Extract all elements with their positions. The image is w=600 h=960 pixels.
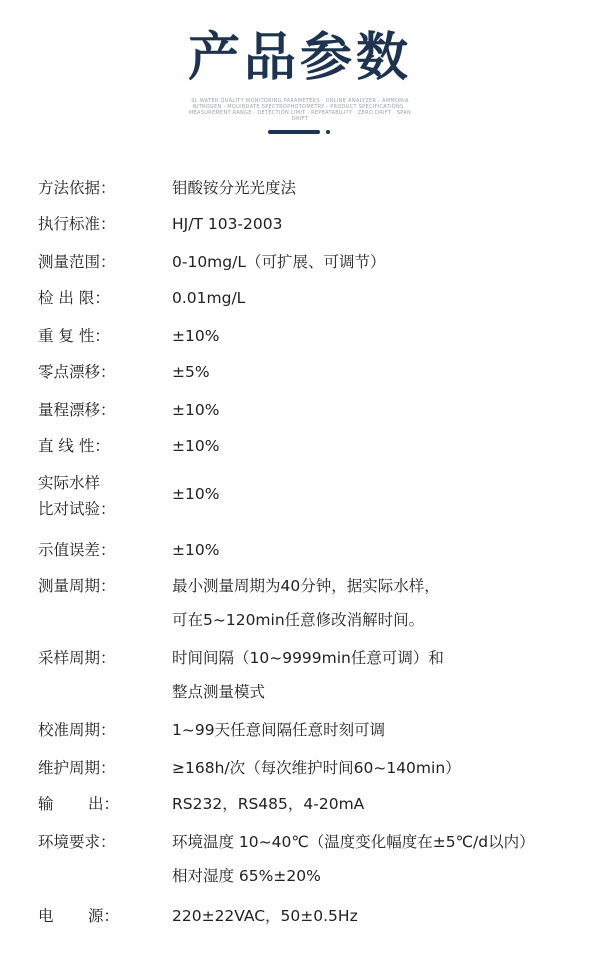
param-label: 重 复 性： [38,327,110,345]
param-label: 电 源： [38,907,119,925]
param-value [172,792,597,816]
param-value-line: ±10% [172,401,220,419]
param-label: 方法依据： [38,179,116,197]
param-label: 直 线 性： [38,437,110,455]
param-value-line: 时间间隔（10~9999min任意可调）和 [172,649,444,667]
param-value [172,324,597,348]
param-value-line: ±5% [172,363,210,381]
param-label: 输 出： [38,795,119,813]
param-label: 环境要求： [38,833,116,851]
param-value-line: HJ/T 103-2003 [172,215,283,233]
param-value-line: 1~99天任意间隔任意时刻可调 [172,721,386,739]
page-title: 产品参数 [187,28,412,88]
page-subtitle: SL WATER QUALITY MONITORING PARAMETERS · ONLINE ANALYZER · AMMONIA NITROGEN · MOLYBDATE SPECTROPHOTOMETRY · PRODUCT SPECIFICATIONS · MEASUREMENT RANGE · DETECTION LIMIT · REPEATABILITY · ZERO DRIFT · SPAN DRIFT [188,98,412,122]
param-label: 示值误差： [38,541,116,559]
param-value [172,482,597,506]
param-value-line: 220±22VAC，50±0.5Hz [172,907,358,925]
param-value [172,756,597,780]
param-value [172,286,597,310]
param-value [172,574,597,632]
decoration-dot [326,130,330,134]
param-label: 量程漂移： [38,401,116,419]
param-value-line: 整点测量模式 [172,683,266,701]
param-value-line: ±10% [172,541,220,559]
param-value-line: ±10% [172,437,220,455]
param-value-line: 相对湿度 65%±20% [172,867,321,885]
param-value-line: ±10% [172,485,220,503]
param-label: 执行标准： [38,215,116,233]
param-value-line: 钼酸铵分光光度法 [172,179,297,197]
param-value [172,830,597,888]
param-value [172,360,597,384]
param-value [172,398,597,422]
param-value-line: ±10% [172,327,220,345]
param-label: 零点漂移： [38,363,116,381]
param-label: 实际水样 比对试验： [38,474,116,518]
param-value-line: 0.01mg/L [172,289,246,307]
param-value [172,212,597,236]
param-value [172,718,597,742]
param-value [172,538,597,562]
param-label: 维护周期： [38,759,116,777]
param-label: 测量范围： [38,253,116,271]
decoration-bar [268,130,320,134]
param-label: 采样周期： [38,649,116,667]
param-label: 校准周期： [38,721,116,739]
param-value [172,646,597,704]
param-value [172,176,597,200]
param-value [172,904,597,928]
param-value-line: ≥168h/次（每次维护时间60~140min） [172,759,461,777]
param-value [172,250,597,274]
param-value-line: 0-10mg/L（可扩展、可调节） [172,253,386,271]
param-value [172,434,597,458]
param-value-line: 最小测量周期为40分钟，据实际水样， [172,577,440,595]
param-label: 测量周期： [38,577,116,595]
param-value-line: RS232，RS485，4-20mA [172,795,365,813]
param-label: 检 出 限： [38,289,110,307]
param-value-line: 环境温度 10~40℃（温度变化幅度在±5℃/d以内） [172,833,535,851]
param-value-line: 可在5~120min任意修改消解时间。 [172,611,425,629]
